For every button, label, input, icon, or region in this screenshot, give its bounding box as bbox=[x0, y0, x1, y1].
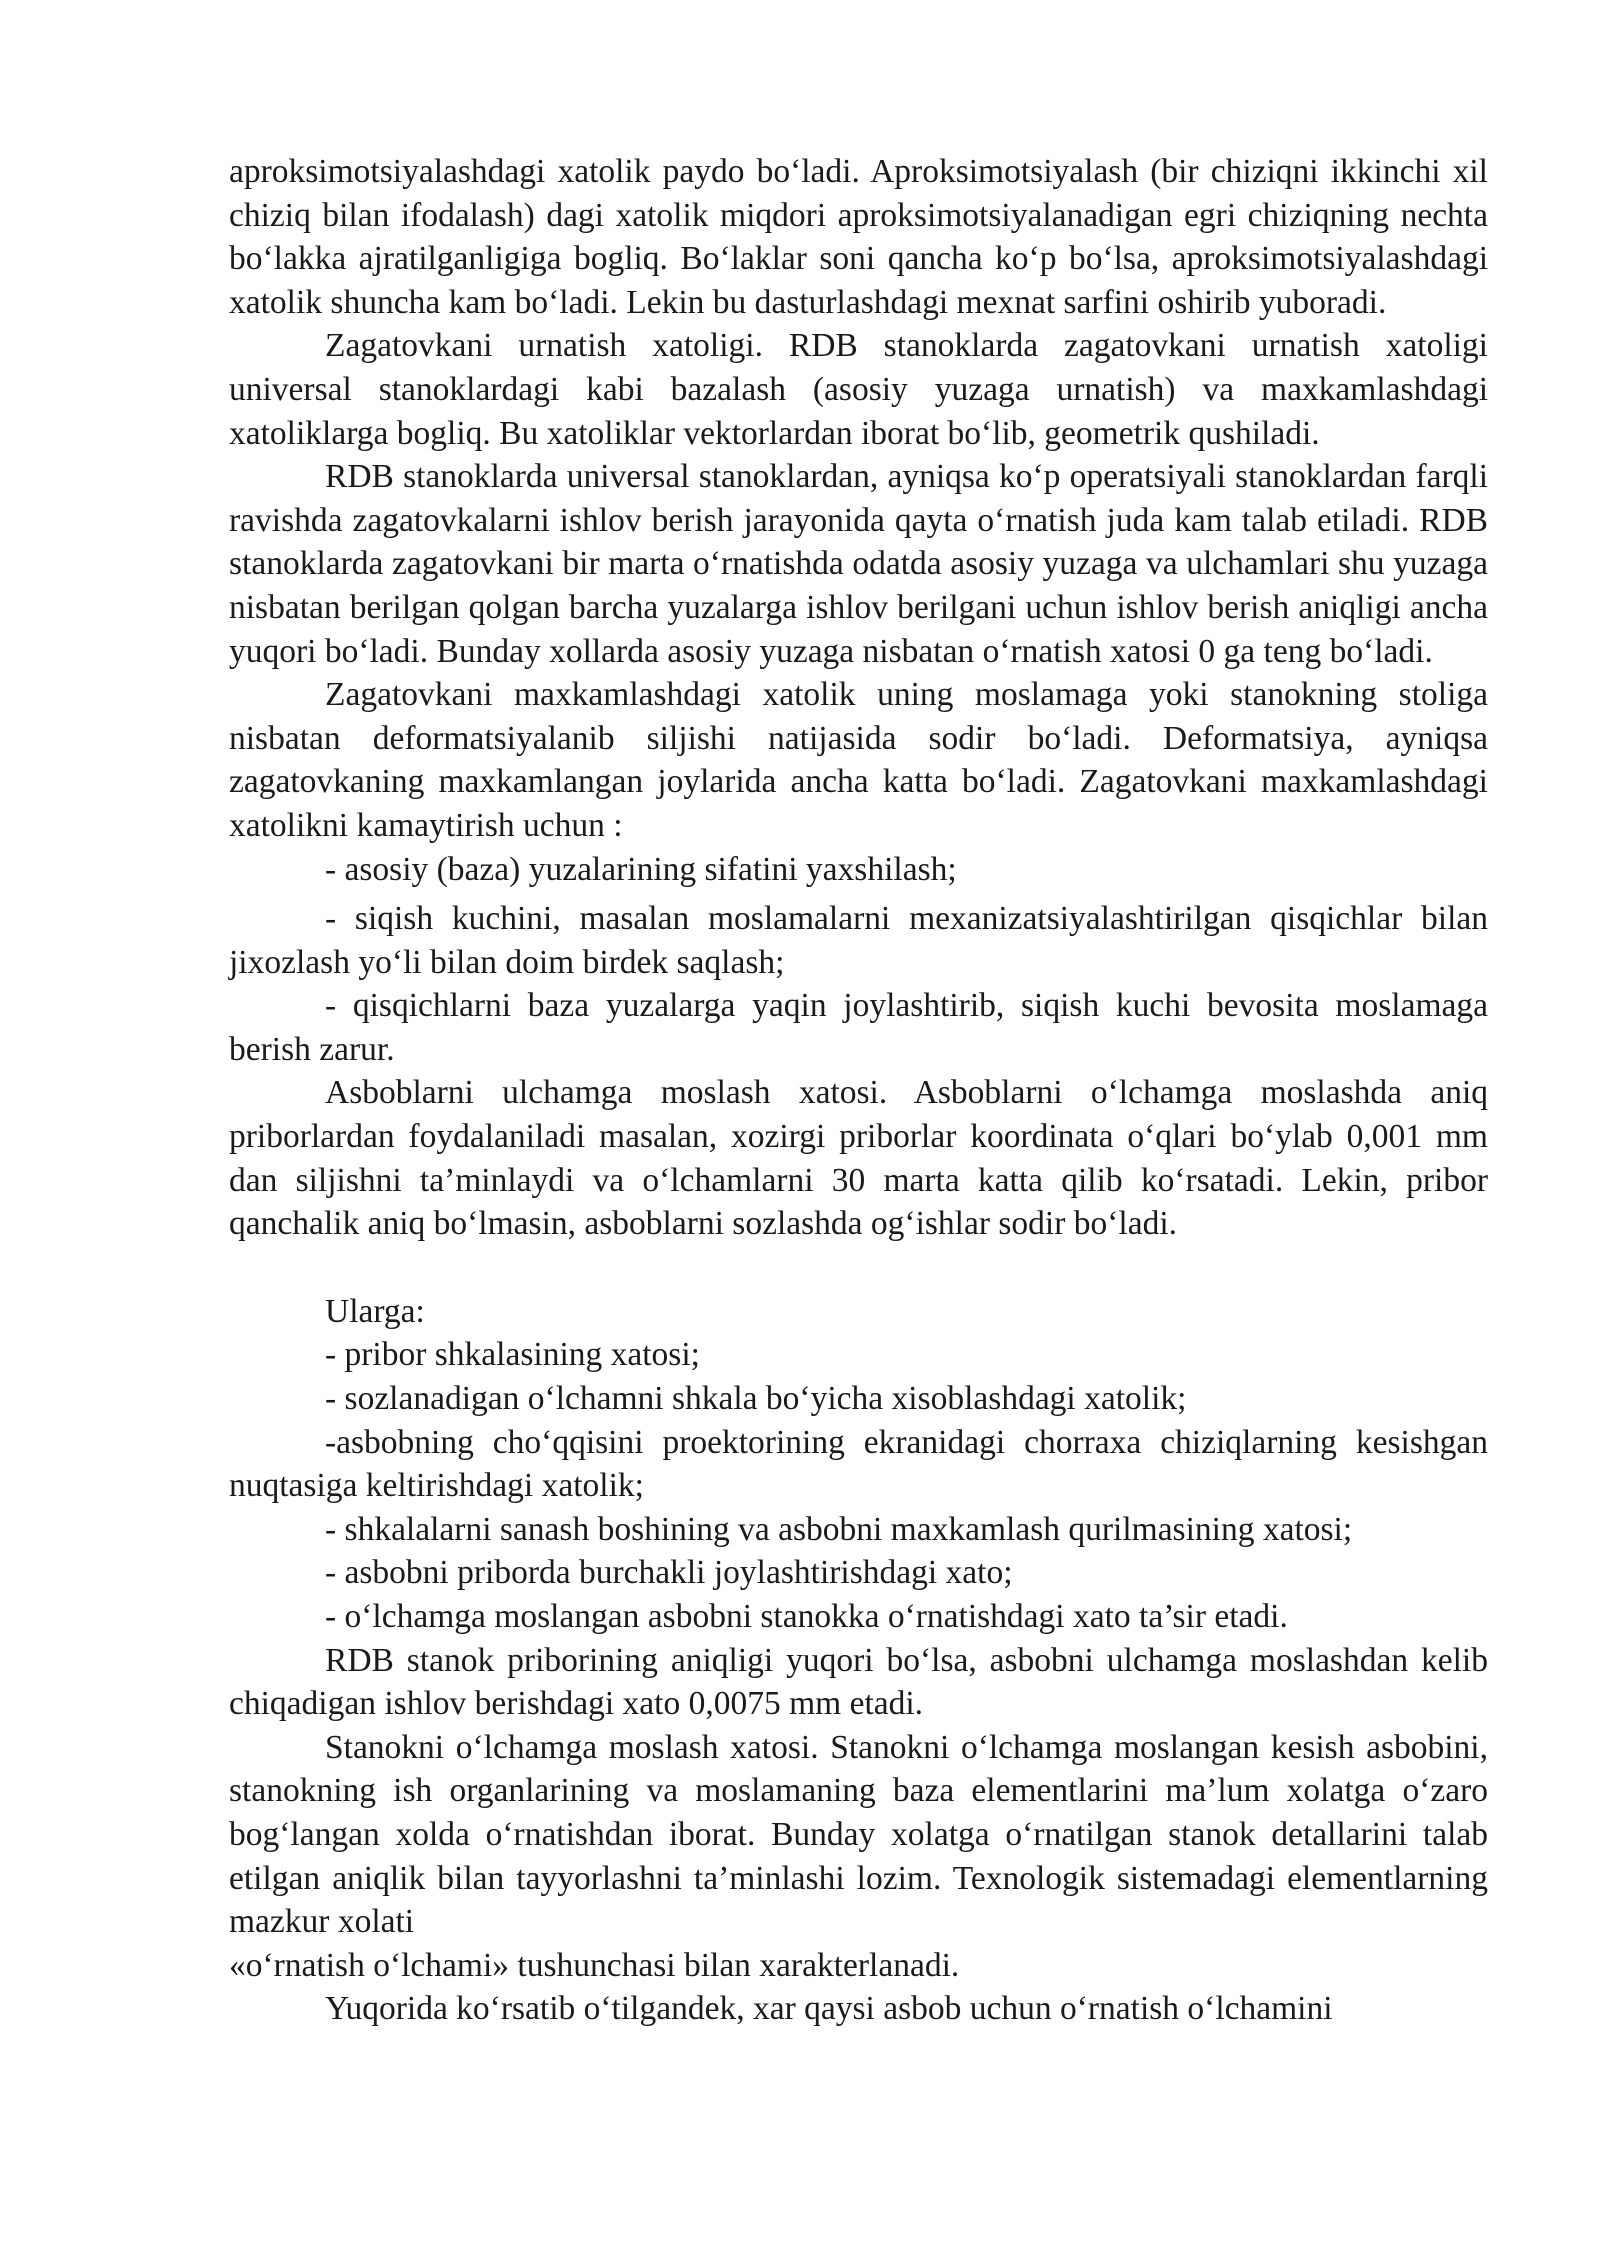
list-item-7: - shkalalarni sanash boshining va asbobni maxkamlash qurilmasining xatosi; bbox=[325, 1510, 1353, 1548]
paragraph-1: aproksimotsiyalashdagi xatolik paydo bo‘ladi. Aproksimotsiyalash (bir chiziqni ikkinchi xil chiziq bilan ifodalash) dagi xatolik miqdori aproksimotsiyalanadigan egri chiziqning nechta bo‘lakka ajratilganligiga bogliq. Bo‘laklar soni qancha ko‘p bo‘lsa, aproksimotsiyalashdagi xatolik shuncha kam bo‘ladi. Lekin bu dasturlashdagi mexnat sarfini oshirib yuboradi. bbox=[229, 153, 1488, 321]
list-item-1: - asosiy (baza) yuzalarining sifatini yaxshilash; bbox=[325, 850, 957, 888]
list-item-4: - pribor shkalasining xatosi; bbox=[325, 1336, 700, 1374]
paragraph-3: RDB stanoklarda universal stanoklardan, ayniqsa ko‘p operatsiyali stanoklardan farqli ravishda zagatovkalarni ishlov berish jarayonida qayta o‘rnatish juda kam talab etiladi. RDB stanoklarda zagatovkani bir marta o‘rnatishda odatda asosiy yuzaga va ulchamlari shu yuzaga nisbatan berilgan qolgan barcha yuzalarga ishlov berilgani uchun ishlov berish aniqligi ancha yuqori bo‘ladi. Bunday xollarda asosiy yuzaga nisbatan o‘rnatish xatosi 0 ga teng bo‘ladi. bbox=[229, 458, 1488, 670]
list-item-8: - asbobni priborda burchakli joylashtirishdagi xato; bbox=[325, 1554, 1013, 1592]
paragraph-2: Zagatovkani urnatish xatoligi. RDB stanoklarda zagatovkani urnatish xatoligi universal stanoklardagi kabi bazalash (asosiy yuzaga urnatish) va maxkamlashdagi xatoliklarga bogliq. Bu xatoliklar vektorlardan iborat bo‘lib, geometrik qushiladi. bbox=[229, 327, 1488, 452]
list-item-3: - qisqichlarni baza yuzalarga yaqin joylashtirib, siqish kuchi bevosita moslamaga berish zarur. bbox=[229, 987, 1488, 1068]
paragraph-4: Zagatovkani maxkamlashdagi xatolik uning moslamaga yoki stanokning stoliga nisbatan deformatsiyalanib siljishi natijasida sodir bo‘ladi. Deformatsiya, ayniqsa zagatovkaning maxkamlangan joylarida ancha katta bo‘ladi. Zagatovkani maxkamlashdagi xatolikni kamaytirish uchun : bbox=[229, 676, 1488, 844]
list-item-9: - o‘lchamga moslangan asbobni stanokka o‘rnatishdagi xato ta’sir etadi. bbox=[325, 1598, 1288, 1635]
paragraph-8: Stanokni o‘lchamga moslash xatosi. Stanokni o‘lchamga moslangan kesish asbobini, stanokning ish organlarining va moslamaning baza elementlarini ma’lum xolatga o‘zaro bog‘langan xolda o‘rnatishdan iborat. Bunday xolatga o‘rnatilgan stanok detallarini talab etilgan aniqlik bilan tayyorlashni ta’minlashi lozim. Texnologik sistemadagi elementlarning mazkur xolati bbox=[229, 1728, 1488, 1941]
list-item-2: - siqish kuchini, masalan moslamalarni mexanizatsiyalashtirilgan qisqichlar bilan jixozlash yo‘li bilan doim birdek saqlash; bbox=[229, 900, 1488, 981]
list-item-5: - sozlanadigan o‘lchamni shkala bo‘yicha xisoblashdagi xatolik; bbox=[325, 1380, 1187, 1418]
paragraph-7: RDB stanok priborining aniqligi yuqori bo‘lsa, asbobni ulchamga moslashdan kelib chiqadigan ishlov berishdagi xato 0,0075 mm etadi. bbox=[229, 1641, 1488, 1723]
paragraph-5: Asboblarni ulchamga moslash xatosi. Asboblarni o‘lchamga moslashda aniq priborlardan foydalaniladi masalan, xozirgi priborlar koordinata o‘qlari bo‘ylab 0,001 mm dan siljishni ta’minlaydi va o‘lchamlarni 30 marta katta qilib ko‘rsatadi. Lekin, pribor qanchalik aniq bo‘lmasin, asboblarni sozlashda og‘ishlar sodir bo‘ladi. bbox=[229, 1074, 1488, 1243]
paragraph-6: Ularga: bbox=[325, 1292, 425, 1330]
paragraph-10: Yuqorida ko‘rsatib o‘tilgandek, xar qaysi asbob uchun o‘rnatish o‘lchamini bbox=[325, 1990, 1333, 2028]
paragraph-9: «o‘rnatish o‘lchami» tushunchasi bilan xarakterlanadi. bbox=[229, 1946, 960, 1984]
list-item-6: -asbobning cho‘qqisini proektorining ekranidagi chorraxa chiziqlarning kesishgan nuqtasiga keltirishdagi xatolik; bbox=[229, 1423, 1488, 1505]
document-body bbox=[229, 150, 1488, 2031]
